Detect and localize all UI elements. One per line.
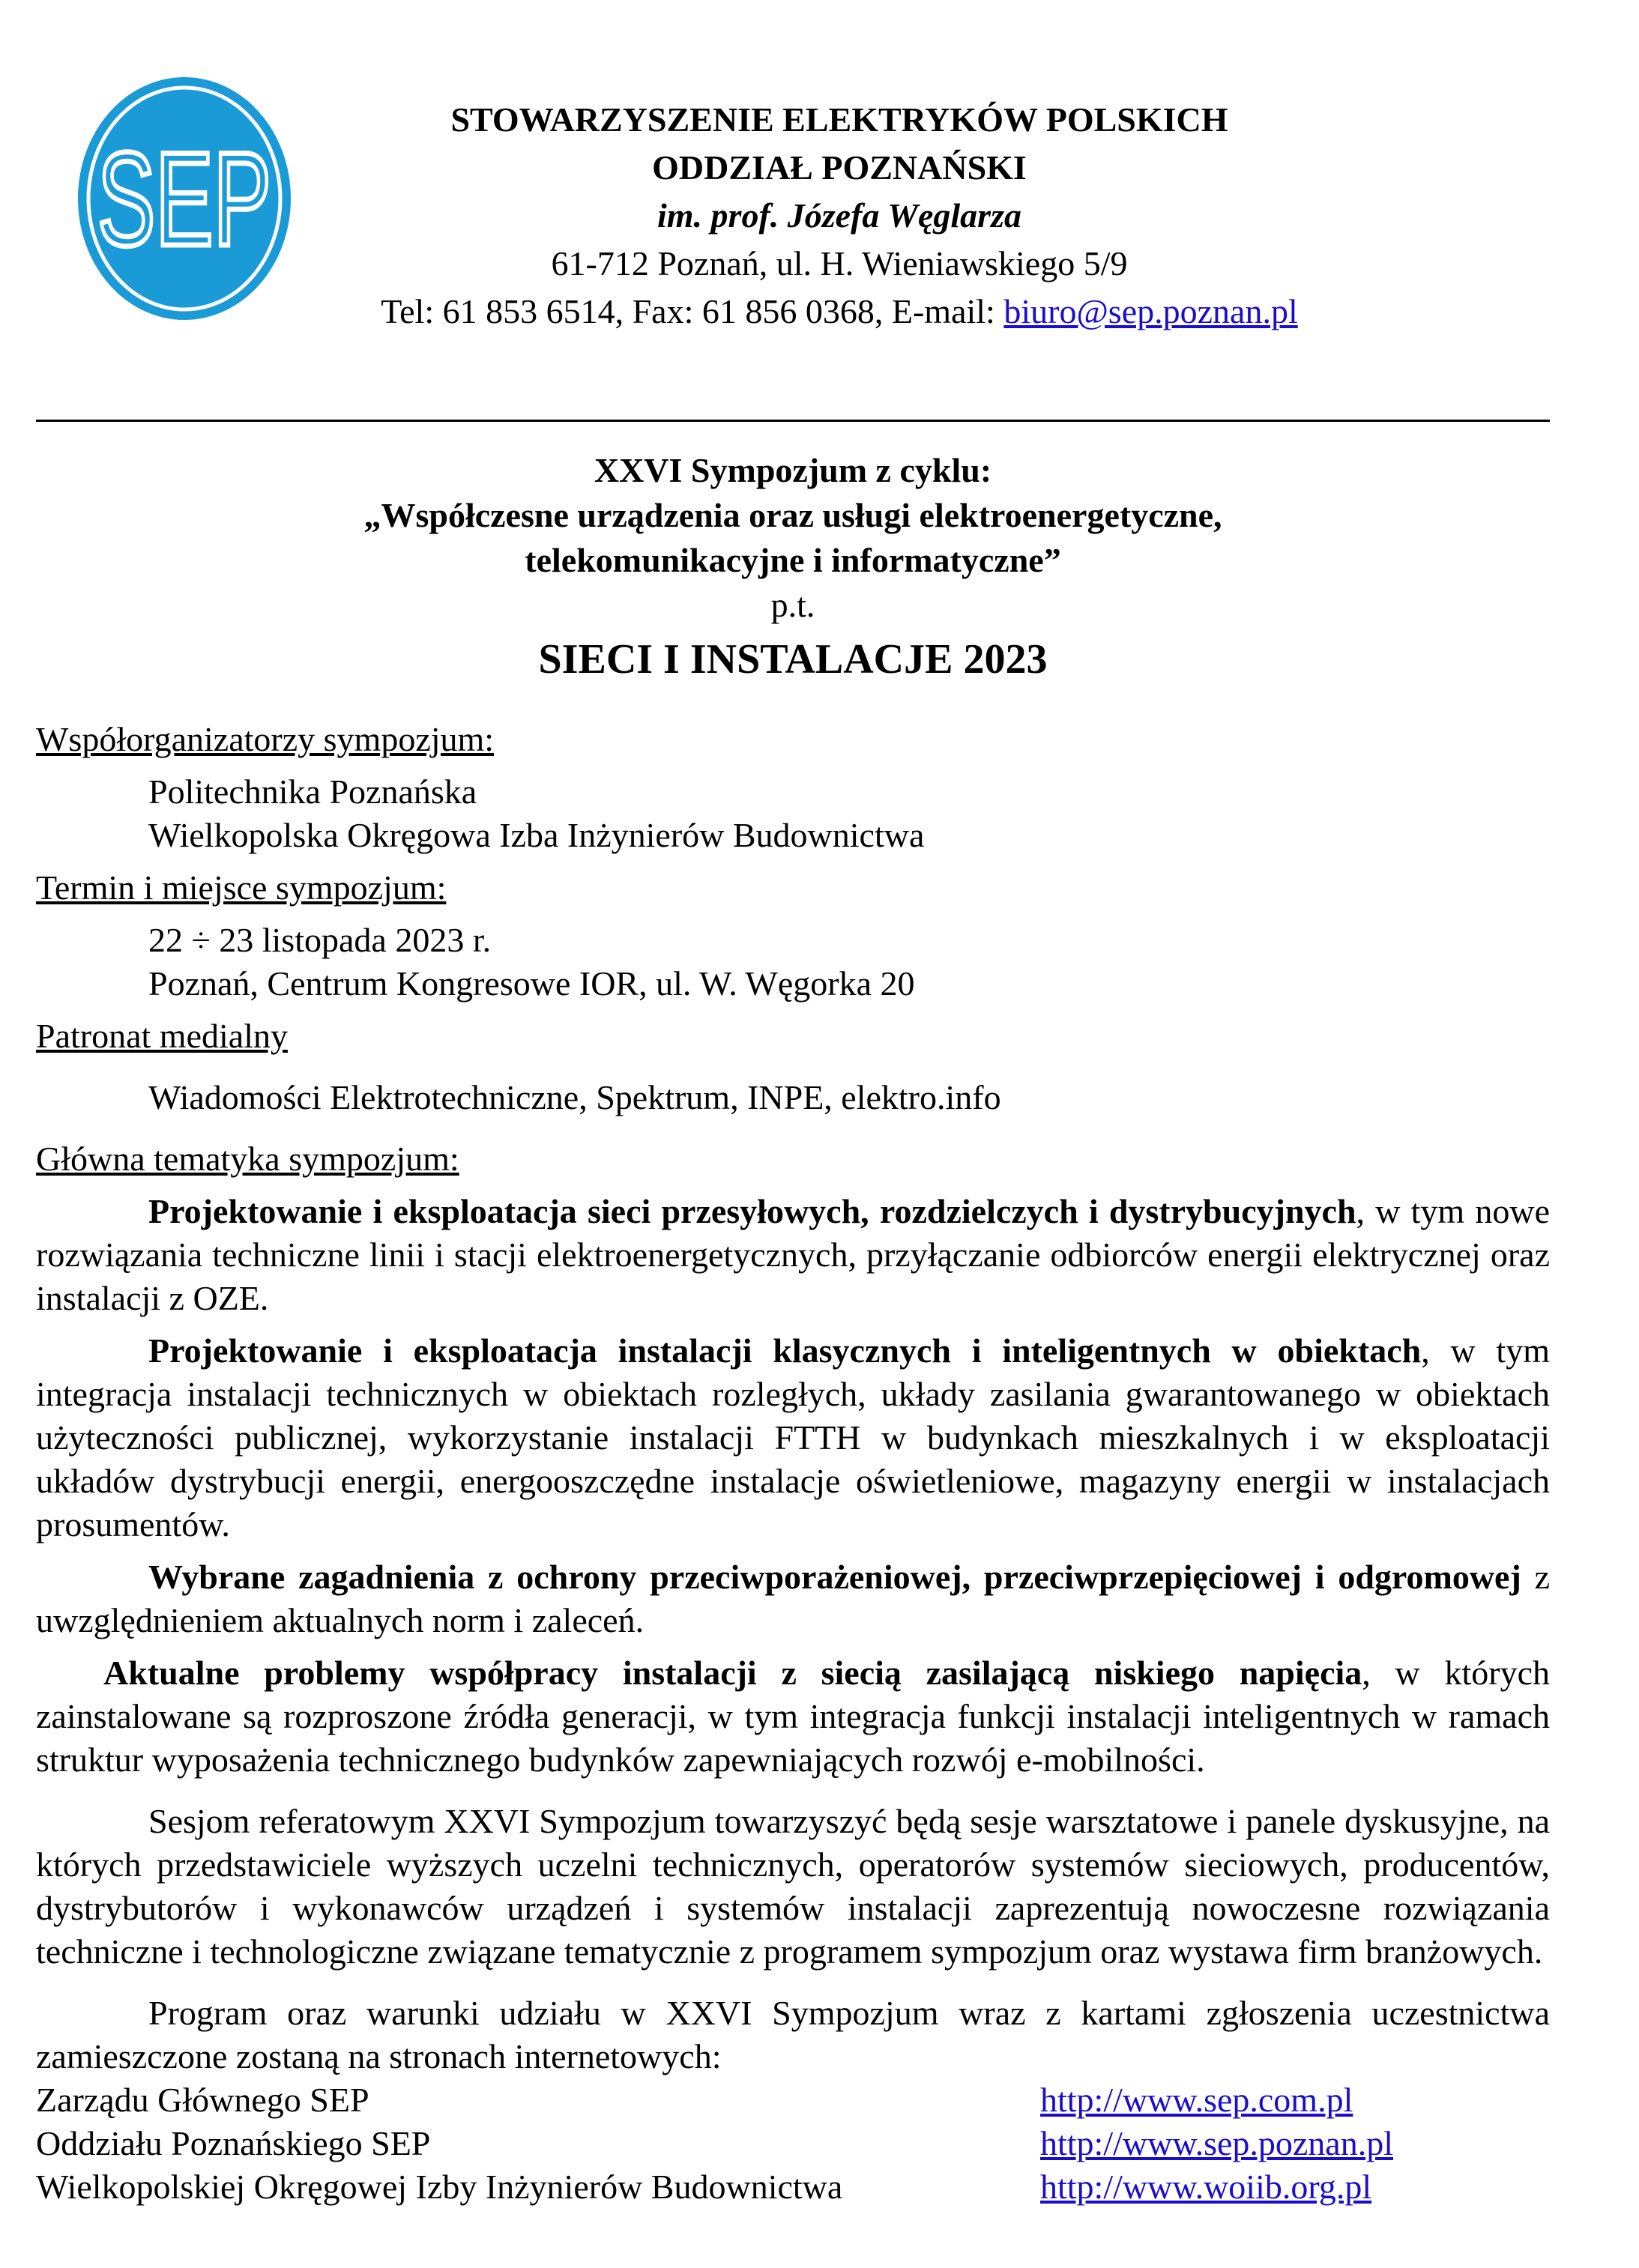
title-pt: p.t. (770, 586, 815, 624)
patronage-label: Patronat medialny (36, 1017, 288, 1055)
website-link[interactable]: http://www.sep.poznan.pl (1040, 2124, 1394, 2162)
sessions-paragraph: Sesjom referatowym XXVI Sympozjum towarzyszyć będą sesje warsztatowe i panele dyskusyjne, na których przedstawiciele wyższych uczelni technicznych, operatorów systemów sieciowych, producentów, dystrybutorów i wykonawców urządzeń i systemów instalacji zaprezentują nowoczesne rozwiązania techniczne i technologiczne związane tematycznie z programem sympozjum oraz wystawa firm branżowych. (36, 1802, 1550, 1971)
svg-text:SEP: SEP (97, 124, 271, 273)
website-link[interactable]: http://www.woiib.org.pl (1040, 2168, 1372, 2206)
org-contact: Tel: 61 853 6514, Fax: 61 856 0368, E-mail: biuro@sep.poznan.pl (381, 292, 1298, 330)
organization-header (315, 96, 1364, 336)
symposium-place: Poznań, Centrum Kongresowe IOR, ul. W. Węgorka 20 (148, 964, 915, 1003)
program-paragraph: Program oraz warunki udziału w XXVI Sympozjum wraz z kartami zgłoszenia uczestnictwa zamieszczone zostaną na stronach internetowych: (36, 1994, 1550, 2075)
website-links (36, 2078, 1550, 2209)
link-row (36, 2078, 1550, 2122)
org-branch: ODDZIAŁ POZNAŃSKI (652, 148, 1027, 187)
title-line-1: XXVI Sympozjum z cyklu: (594, 451, 992, 489)
coorganizer-item: Politechnika Poznańska (148, 772, 477, 811)
link-owner: Zarządu Głównego SEP (36, 2081, 369, 2119)
email-link[interactable]: biuro@sep.poznan.pl (1003, 292, 1298, 330)
coorganizers-label: Współorganizatorzy sympozjum: (36, 720, 495, 758)
topic-paragraph: Aktualne problemy współpracy instalacji z siecią zasilającą niskiego napięcia, w których zainstalowane są rozproszone źródła generacji, w tym integracja funkcji instalacji inteligentnych w ramach struktur wyposażenia technicznego budynków zapewniających rozwój e-mobilności. (36, 1654, 1550, 1779)
date-label: Termin i miejsce sympozjum: (36, 868, 447, 907)
title-line-2: „Współczesne urządzenia oraz usługi elektroenergetyczne, (363, 496, 1222, 534)
website-link[interactable]: http://www.sep.com.pl (1040, 2081, 1353, 2119)
link-owner: Wielkopolskiej Okręgowej Izby Inżynierów Budownictwa (36, 2168, 843, 2206)
org-patron: im. prof. Józefa Węglarza (657, 196, 1021, 235)
sep-logo (72, 71, 297, 326)
link-row (36, 2122, 1550, 2165)
org-address: 61-712 Poznań, ul. H. Wieniawskiego 5/9 (551, 244, 1128, 282)
document-body (36, 718, 1550, 2209)
header-divider (36, 420, 1550, 422)
link-row (36, 2165, 1550, 2209)
symposium-date: 22 ÷ 23 listopada 2023 r. (148, 921, 492, 959)
topic-paragraph: Projektowanie i eksploatacja sieci przesyłowych, rozdzielczych i dystrybucyjnych, w tym nowe rozwiązania techniczne linii i stacji elektroenergetycznych, przyłączanie odbiorców energii elektrycznej oraz instalacji z OZE. (36, 1192, 1550, 1317)
symposium-title (36, 448, 1550, 691)
title-main: SIECI I INSTALACJE 2023 (538, 636, 1048, 683)
title-line-3: telekomunikacyjne i informatyczne” (525, 541, 1061, 579)
link-owner: Oddziału Poznańskiego SEP (36, 2124, 431, 2162)
org-name: STOWARZYSZENIE ELEKTRYKÓW POLSKICH (450, 100, 1228, 139)
coorganizer-item: Wielkopolska Okręgowa Izba Inżynierów Budownictwa (148, 816, 925, 854)
topic-paragraph: Wybrane zagadnienia z ochrony przeciwporażeniowej, przeciwprzepięciowej i odgromowej z uwzględnieniem aktualnych norm i zaleceń. (36, 1558, 1550, 1639)
patronage-list: Wiadomości Elektrotechniczne, Spektrum, INPE, elektro.info (148, 1078, 1001, 1116)
topic-paragraph: Projektowanie i eksploatacja instalacji klasycznych i inteligentnych w obiektach, w tym integracja instalacji technicznych w obiektach rozległych, układy zasilania gwarantowanego w obiektach użyteczności publicznej, wykorzystanie instalacji FTTH w budynkach mieszkalnych i w eksploatacji układów dystrybucji energii, energooszczędne instalacje oświetleniowe, magazyny energii w instalacjach prosumentów. (36, 1331, 1550, 1543)
topics-label: Główna tematyka sympozjum: (36, 1140, 459, 1178)
